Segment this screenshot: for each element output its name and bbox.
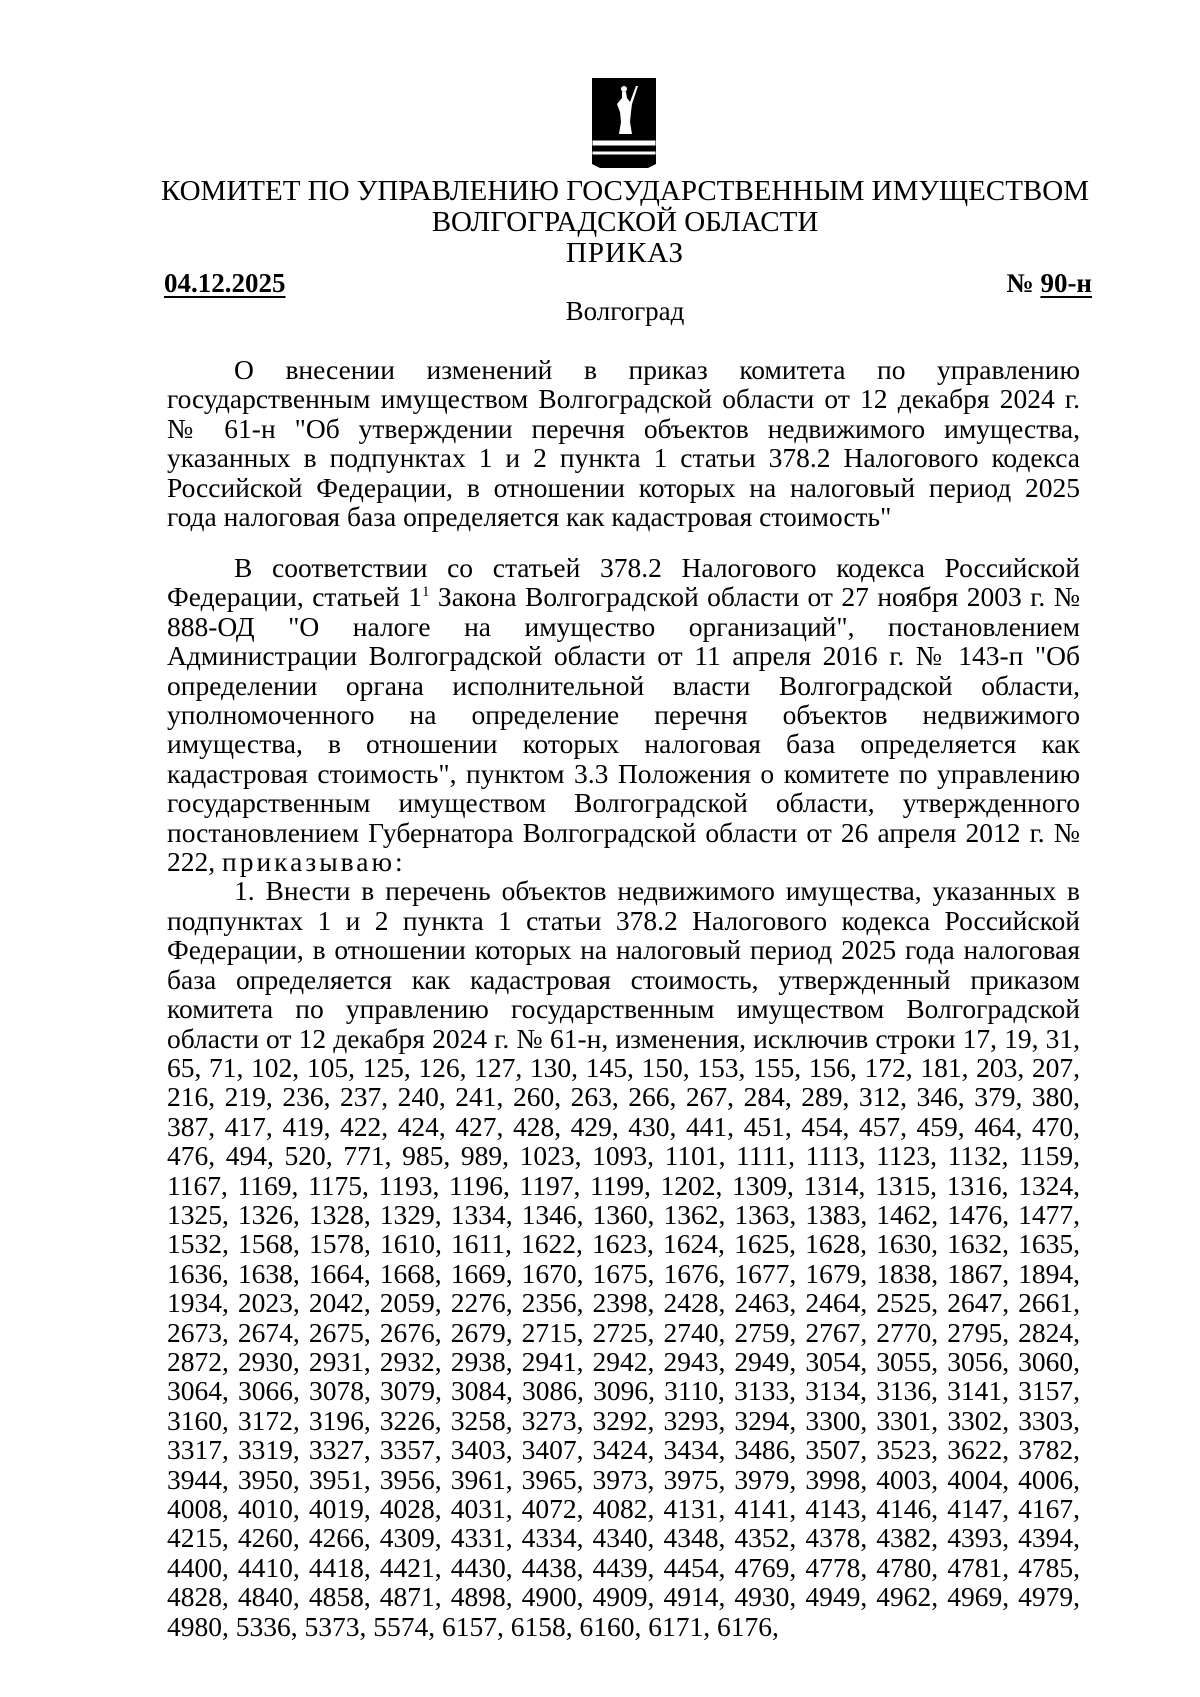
order-subject xyxy=(167,355,1080,531)
order-date xyxy=(164,268,286,298)
order-number-value: 90-н xyxy=(1040,268,1092,298)
order-body xyxy=(167,553,1080,1641)
preamble-paragraph xyxy=(167,553,1080,876)
article-superscript: 1 xyxy=(421,584,430,601)
order-word: приказываю: xyxy=(222,846,406,878)
document-type: ПРИКАЗ xyxy=(565,237,685,269)
preamble-part1: В соответствии со статьей 378.2 Налогового кодекса Российской Федерации, статьей 1 xyxy=(167,552,1080,613)
number-sign: № xyxy=(1006,268,1034,298)
coat-of-arms-emblem xyxy=(592,78,656,168)
order-number xyxy=(1007,268,1092,298)
item-1-paragraph: 1. Внести в перечень объектов недвижимого имущества, указанных в подпунктах 1 и 2 пункта 1 статьи 378.2 Налогового кодекса Российской Федерации, в отношении которых на налоговый период 2025 года налоговая база определяется как кадастровая стоимость, утвержденный приказом комитета по управлению государственным имуществом Волгоградской области от 12 декабря 2024 г. № 61-н, изменения, исключив строки 17, 19, 31, 65, 71, 102, 105, 125, 126, 127, 130, 145, 150, 153, 155, 156, 172, 181, 203, 207, 216, 219, 236, 237, 240, 241, 260, 263, 266, 267, 284, 289, 312, 346, 379, 380, 387, 417, 419, 422, 424, 427, 428, 429, 430, 441, 451, 454, 457, 459, 464, 470, 476, 494, 520, 771, 985, 989, 1023, 1093, 1101, 1111, 1113, 1123, 1132, 1159, 1167, 1169, 1175, 1193, 1196, 1197, 1199, 1202, 1309, 1314, 1315, 1316, 1324, 1325, 1326, 1328, 1329, 1334, 1346, 1360, 1362, 1363, 1383, 1462, 1476, 1477, 1532, 1568, 1578, 1610, 1611, 1622, 1623, 1624, 1625, 1628, 1630, 1632, 1635, 1636, 1638, 1664, 1668, 1669, 1670, 1675, 1676, 1677, 1679, 1838, 1867, 1894, 1934, 2023, 2042, 2059, 2276, 2356, 2398, 2428, 2463, 2464, 2525, 2647, 2661, 2673, 2674, 2675, 2676, 2679, 2715, 2725, 2740, 2759, 2767, 2770, 2795, 2824, 2872, 2930, 2931, 2932, 2938, 2941, 2942, 2943, 2949, 3054, 3055, 3056, 3060, 3064, 3066, 3078, 3079, 3084, 3086, 3096, 3110, 3133, 3134, 3136, 3141, 3157, 3160, 3172, 3196, 3226, 3258, 3273, 3292, 3293, 3294, 3300, 3301, 3302, 3303, 3317, 3319, 3327, 3357, 3403, 3407, 3424, 3434, 3486, 3507, 3523, 3622, 3782, 3944, 3950, 3951, 3956, 3961, 3965, 3973, 3975, 3979, 3998, 4003, 4004, 4006, 4008, 4010, 4019, 4028, 4031, 4072, 4082, 4131, 4141, 4143, 4146, 4147, 4167, 4215, 4260, 4266, 4309, 4331, 4334, 4340, 4348, 4352, 4378, 4382, 4393, 4394, 4400, 4410, 4418, 4421, 4430, 4438, 4439, 4454, 4769, 4778, 4780, 4781, 4785, 4828, 4840, 4858, 4871, 4898, 4900, 4909, 4914, 4930, 4949, 4962, 4969, 4979, 4980, 5336, 5373, 5574, 6157, 6158, 6160, 6171, 6176, xyxy=(167,875,1080,1642)
city: Волгоград xyxy=(565,296,685,326)
order-date-value: 04.12.2025 xyxy=(164,268,286,298)
preamble-part2: Закона Волгоградской области от 27 ноября 2003 г. № 888-ОД "О налоге на имущество организаций", постановлением Администрации Волгоградской области от 11 апреля 2016 г. № 143-п "Об определении органа исполнительной власти Волгоградской области, уполномоченного на определение перечня объектов недвижимого имущества, в отношении которых налоговая база определяется как кадастровая стоимость", пунктом 3.3 Положения о комитете по управлению государственным имуществом Волгоградской области, утвержденного постановлением Губернатора Волгоградской области от 26 апреля 2012 г. № 222, xyxy=(167,581,1080,878)
subject-paragraph: О внесении изменений в приказ комитета по управлению государственным имуществом Волгоградской области от 12 декабря 2024 г. № 61-н "Об утверждении перечня объектов недвижимого имущества, указанных в подпунктах 1 и 2 пункта 1 статьи 378.2 Налогового кодекса Российской Федерации, в отношении которых на налоговый период 2025 года налоговая база определяется как кадастровая стоимость" xyxy=(167,354,1080,533)
committee-title-line1: КОМИТЕТ ПО УПРАВЛЕНИЮ ГОСУДАРСТВЕННЫМ ИМУЩЕСТВОМ xyxy=(160,175,1089,207)
committee-title-line2: ВОЛГОГРАДСКОЙ ОБЛАСТИ xyxy=(431,206,819,238)
